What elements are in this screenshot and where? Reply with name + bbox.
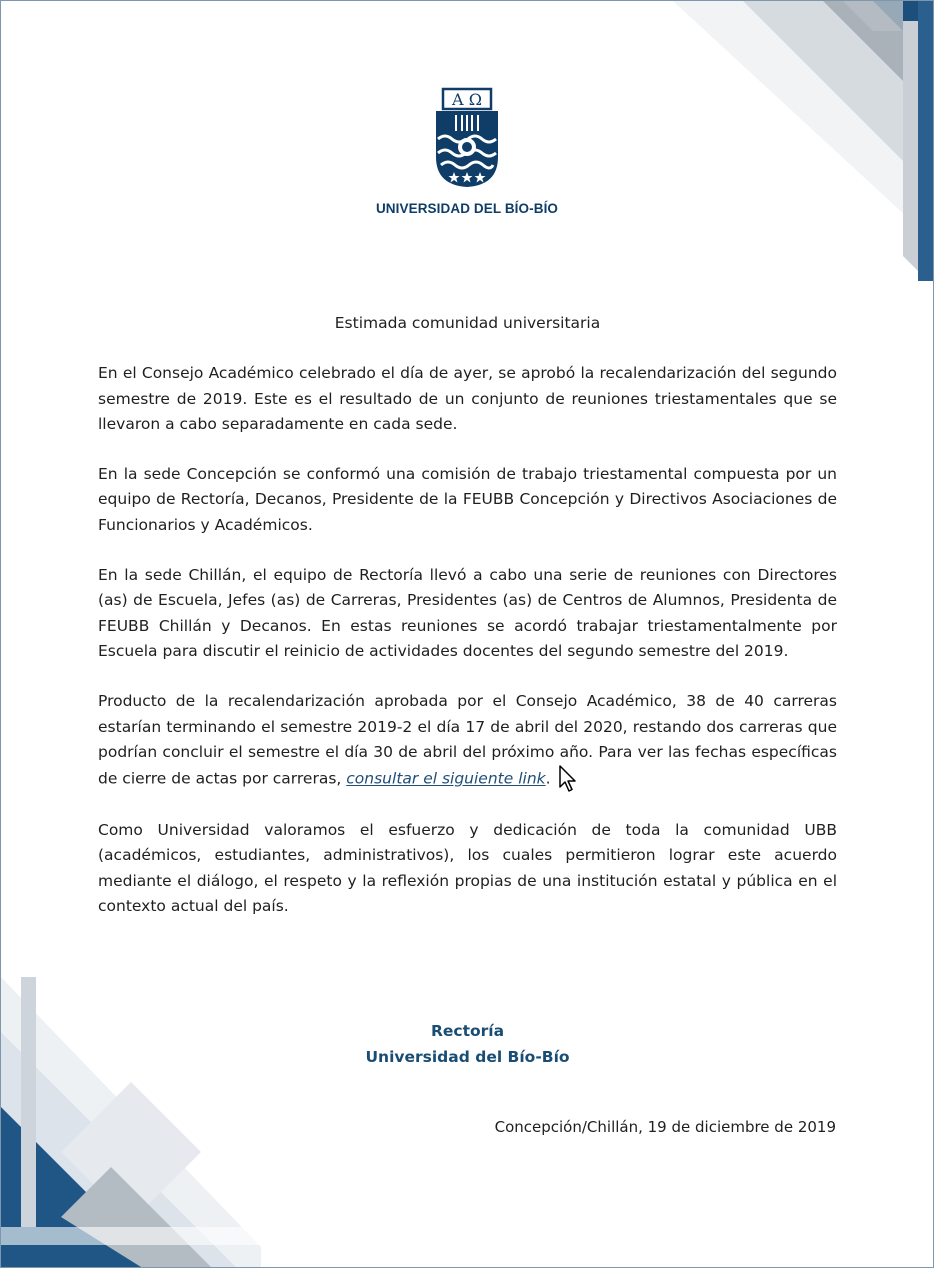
letter-body bbox=[98, 311, 837, 944]
paragraph-with-link bbox=[98, 689, 837, 793]
ubb-coat-of-arms-icon bbox=[434, 87, 500, 189]
closing-paragraph: Como Universidad valoramos el esfuerzo y dedicación de toda la comunidad UBB (académicos, estudiantes, administrativos), los cuales permitieron lograr este acuerdo mediante el diálogo, el respeto y la reflexión propias de una institución estatal y pública en el contexto actual del país. bbox=[98, 821, 837, 916]
link-paragraph-text: Producto de la recalendarización aprobada por el Consejo Académico, 38 de 40 carreras estarían terminando el semestre 2019-2 el día 17 de abril del 2020, restando dos carreras que podrían concluir el semestre el día 30 de abril del próximo año. Para ver las fechas específicas de cierre de actas por carreras, bbox=[98, 692, 837, 788]
greeting: Estimada comunidad universitaria bbox=[334, 314, 601, 332]
paragraph: En la sede Concepción se conformó una comisión de trabajo triestamental compuesta por un equipo de Rectoría, Decanos, Presidente de la FEUBB Concepción y Directivos Asociaciones de Funcionarios y Académicos. bbox=[98, 465, 837, 534]
shield-letters: A Ω bbox=[452, 90, 482, 109]
signature bbox=[98, 1019, 837, 1070]
dates-link[interactable]: consultar el siguiente link bbox=[346, 769, 546, 788]
signature-university: Universidad del Bío-Bío bbox=[365, 1047, 570, 1066]
link-paragraph-end: . bbox=[545, 769, 551, 788]
letter-date: Concepción/Chillán, 19 de diciembre de 2019 bbox=[494, 1118, 836, 1136]
corner-decoration-top-right bbox=[673, 1, 933, 281]
signature-rectoria: Rectoría bbox=[430, 1022, 505, 1040]
university-logo bbox=[367, 87, 567, 216]
paragraph: En la sede Chillán, el equipo de Rectoría llevó a cabo una serie de reuniones con Directores (as) de Escuela, Jefes (as) de Carreras, Presidentes (as) de Centros de Alumnos, Presidenta de FEUBB Chillán y Decanos. En estas reuniones se acordó trabajar triestamentalmente por Escuela para discutir el reinicio de actividades docentes del segundo semestre del 2019. bbox=[98, 566, 837, 660]
mouse-pointer-icon bbox=[559, 765, 579, 793]
paragraph: En el Consejo Académico celebrado el día de ayer, se aprobó la recalendarización del segundo semestre de 2019. Este es el resultado de un conjunto de reuniones triestamentales que se llevaron a cabo separadamente en cada sede. bbox=[98, 364, 837, 433]
university-name: UNIVERSIDAD DEL BÍO-BÍO bbox=[375, 201, 559, 216]
